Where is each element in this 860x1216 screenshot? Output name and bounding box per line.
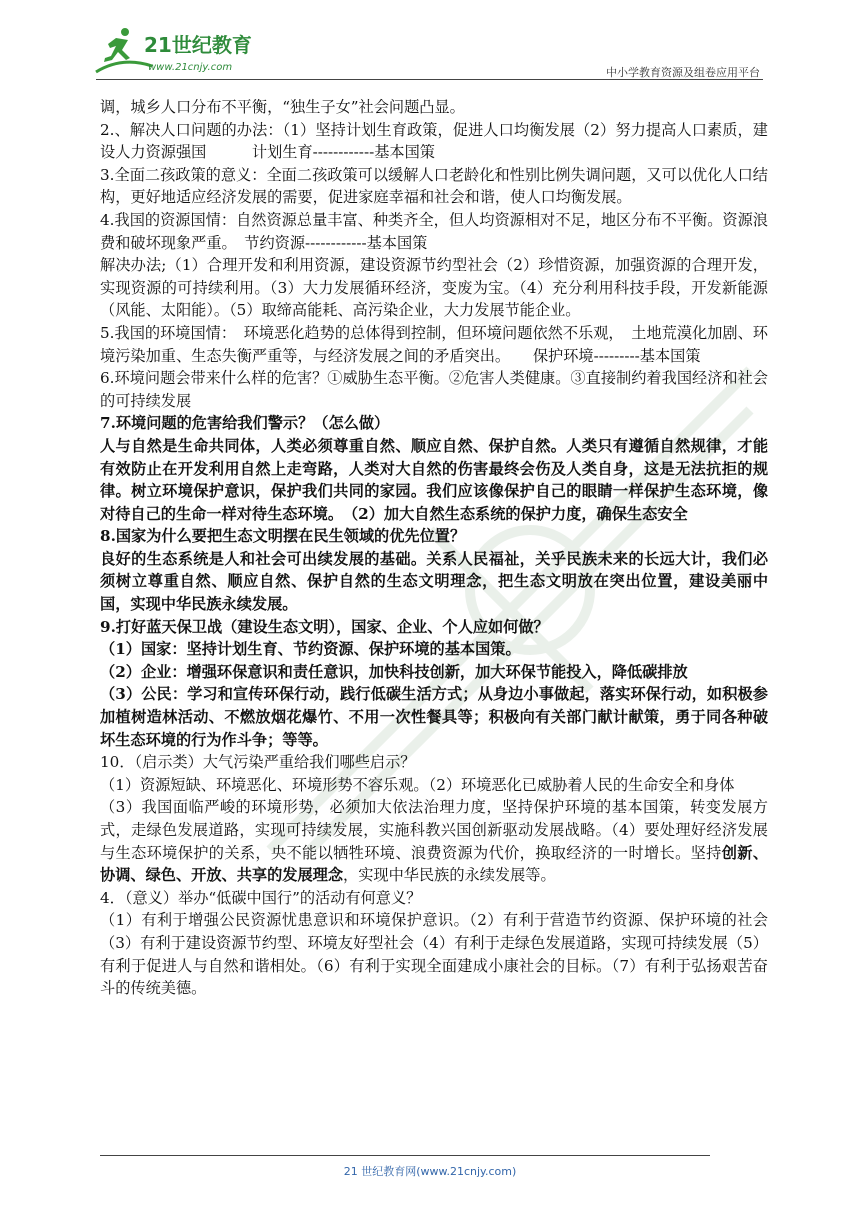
logo-text: 21世纪教育 xyxy=(144,33,252,57)
paragraph: 解决办法;（1）合理开发和利用资源，建设资源节约型社会（2）珍惜资源，加强资源的合理开发，实现资源的可持续利用。（3）大力发展循环经济，变废为宝。（4）充分利用科技手段，开发新能源（风能、太阳能）。（5）取缔高能耗、高污染企业，大力发展节能企业。 xyxy=(100,256,768,320)
paragraph: （2）企业：增强环保意识和责任意识，加快科技创新，加大环保节能投入，降低碳排放 xyxy=(100,662,688,681)
question-heading: 10．（启示类）大气污染严重给我们哪些启示？ xyxy=(100,753,416,772)
logo-url: www.21cnjy.com xyxy=(148,62,233,73)
bold-text-run: 创新、协调、绿色、开放、共享的发展理念 xyxy=(100,843,769,885)
question-heading: 4．（意义）举办“低碳中国行”的活动有何意义？ xyxy=(100,888,422,907)
page-header xyxy=(0,0,860,90)
paragraph: （1）资源短缺、环境恶化、环境形势不容乐观。（2）环境恶化已威胁着人民的生命安全和身体 xyxy=(100,775,735,794)
footer-divider xyxy=(100,1155,710,1156)
paragraph: 5.我国的环境国情： 环境恶化趋势的总体得到控制，但环境问题依然不乐观， 土地荒漠化加剧、环境污染加重、生态失衡严重等，与经济发展之间的矛盾突出。 保护环境---------基本国策 xyxy=(100,323,768,365)
paragraph: 2.、解决人口问题的办法：（1）坚持计划生育政策，促进人口均衡发展（2）努力提高人口素质，建设人力资源强国 计划生育------------基本国策 xyxy=(100,120,768,162)
platform-title: 中小学教育资源及组卷应用平台 xyxy=(606,66,760,79)
paragraph: （1）国家：坚持计划生育、节约资源、保护环境的基本国策。 xyxy=(100,640,521,659)
text-run: ，实现中华民族的永续发展等。 xyxy=(343,866,556,885)
paragraph: 良好的生态系统是人和社会可出续发展的基础。关系人民福祉，关乎民族未来的长远大计，我们必须树立尊重自然、顺应自然、保护自然的生态文明理念，把生态文明放在突出位置，建设美丽中国，实现中华民族永续发展。 xyxy=(100,549,768,614)
paragraph: 调，城乡人口分布不平衡，“独生子女”社会问题凸显。 xyxy=(100,98,465,116)
paragraph: 人与自然是生命共同体，人类必须尊重自然、顺应自然、保护自然。人类只有遵循自然规律，才能有效防止在开发利用自然上走弯路，人类对大自然的伤害最终会伤及人类自身，这是无法抗拒的规律。树立环境保护意识，保护我们共同的家园。我们应该像保护自己的眼睛一样保护生态环境，像对待自己的生命一样对待生态环境。 （2）加大自然生态系统的保护力度，确保生态安全 xyxy=(100,436,768,523)
text-run: （3）我国面临严峻的环境形势，必须加大依法治理力度，坚持保护环境的基本国策，转变发展方式，走绿色发展道路，实现可持续发展，实施科教兴国创新驱动发展战略。（4）要处理好经济发展与生态环境保护的关系，央不能以牺牲环境、浪费资源为代价，换取经济的一时增长。坚持 xyxy=(100,798,768,862)
question-heading: 7.环境问题的危害给我们警示？（怎么做） xyxy=(100,414,390,433)
footer-text: 21 世纪教育网(www.21cnjy.com) xyxy=(343,1165,517,1178)
paragraph: （1）有利于增强公民资源忧患意识和环境保护意识。（2）有利于营造节约资源、保护环境的社会（3）有利于建设资源节约型、环境友好型社会（4）有利于走绿色发展道路，实现可持续发展（5）有利于促进人与自然和谐相处。（6）有利于实现全面建成小康社会的目标。（7）有利于弘扬艰苦奋斗的传统美德。 xyxy=(100,911,768,998)
paragraph: 4.我国的资源国情：自然资源总量丰富、种类齐全，但人均资源相对不足，地区分布不平衡。资源浪费和破坏现象严重。 节约资源------------基本国策 xyxy=(100,210,768,252)
header-divider xyxy=(96,79,763,80)
paragraph: 6.环境问题会带来什么样的危害？①威胁生态平衡。②危害人类健康。③直接制约着我国经济和社会的可持续发展 xyxy=(100,369,768,410)
document-body xyxy=(100,96,768,1000)
question-heading: 9.打好蓝天保卫战（建设生态文明），国家、企业、个人应如何做？ xyxy=(100,617,549,636)
paragraph xyxy=(100,796,768,886)
logo xyxy=(92,26,272,78)
paragraph: 3.全面二孩政策的意义：全面二孩政策可以缓解人口老龄化和性别比例失调问题，又可以优化人口结构，更好地适应经济发展的需要，促进家庭幸福和社会和谐，使人口均衡发展。 xyxy=(100,165,768,207)
paragraph: （3）公民：学习和宣传环保行动，践行低碳生活方式；从身边小事做起，落实环保行动，如积极参加植树造林活动、不燃放烟花爆竹、不用一次性餐具等；积极向有关部门献计献策，勇于同各种破坏生态环境的行为作斗争；等等。 xyxy=(100,685,768,749)
question-heading: 8.国家为什么要把生态文明摆在民生领域的优先位置？ xyxy=(100,527,466,546)
